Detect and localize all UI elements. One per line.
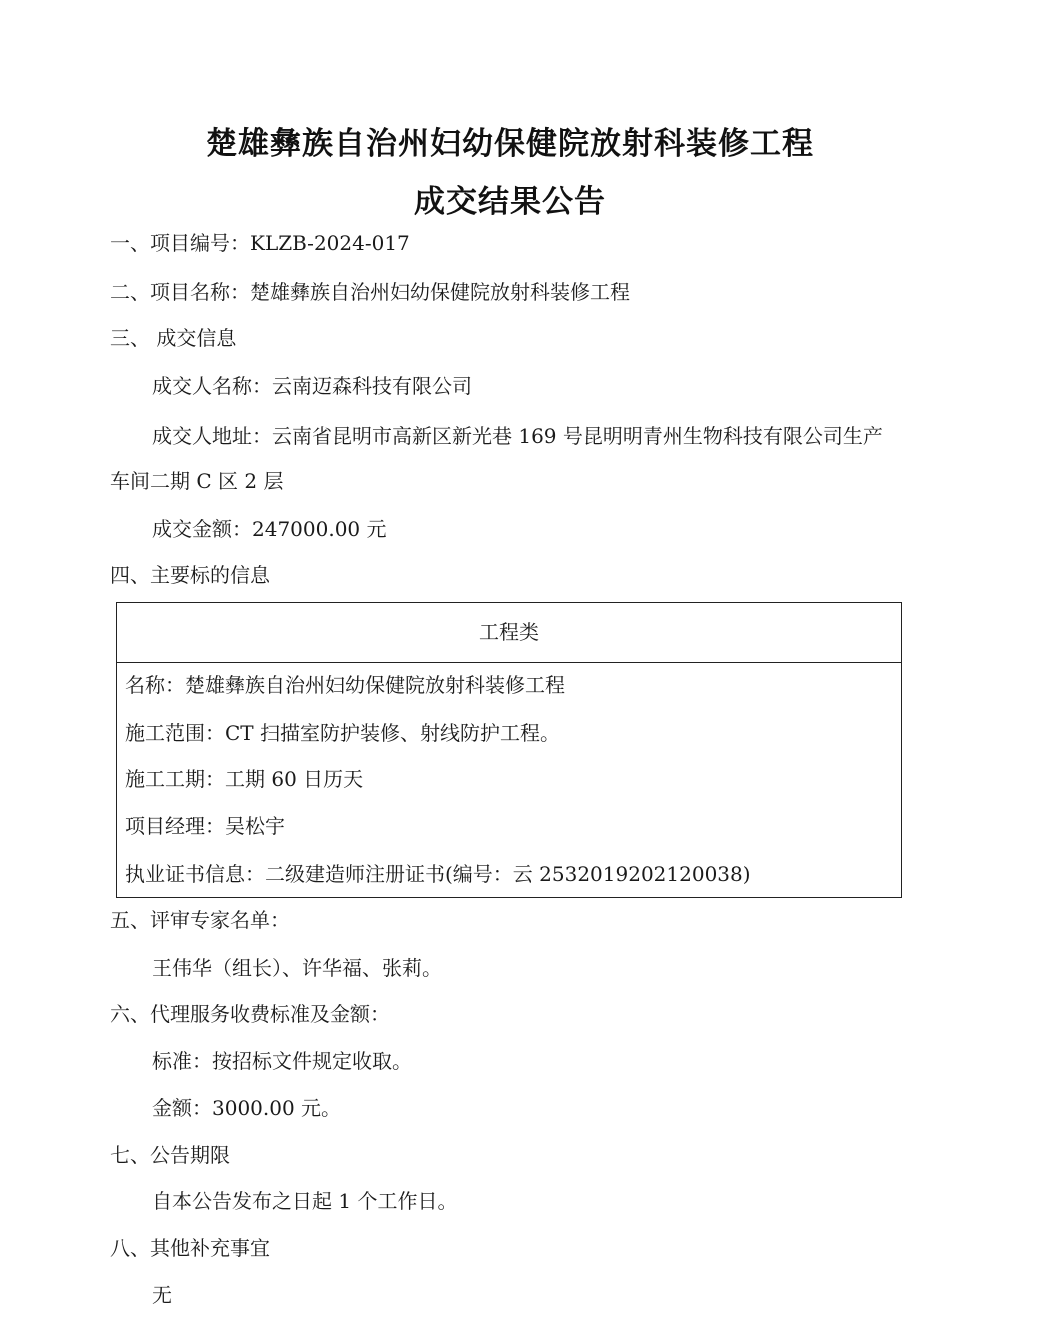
document-title: 楚雄彝族自治州妇幼保健院放射科装修工程	[206, 126, 814, 162]
winner-address-line1: 成交人地址：云南省昆明市高新区新光巷 169 号昆明明青州生物科技有限公司生产	[152, 424, 883, 448]
table-row-manager: 项目经理：吴松宇	[125, 814, 285, 838]
section-project-number: 一、项目编号：KLZB-2024-017	[110, 231, 410, 255]
section-deal-info-heading: 三、 成交信息	[110, 326, 237, 350]
section-period-heading: 七、公告期限	[110, 1143, 230, 1167]
experts-list: 王伟华（组长）、许华福、张莉。	[152, 956, 442, 980]
fee-standard: 标准：按招标文件规定收取。	[152, 1049, 412, 1073]
table-row-name: 名称：楚雄彝族自治州妇幼保健院放射科装修工程	[125, 673, 565, 697]
section-other-heading: 八、其他补充事宜	[110, 1236, 270, 1260]
other-matters: 无	[152, 1283, 172, 1307]
subject-info-table	[116, 602, 902, 898]
section-experts-heading: 五、评审专家名单：	[110, 908, 290, 932]
table-header-label: 工程类	[479, 620, 539, 644]
announcement-period: 自本公告发布之日起 1 个工作日。	[152, 1189, 458, 1213]
document-subtitle: 成交结果公告	[414, 184, 606, 220]
winner-amount: 成交金额：247000.00 元	[152, 517, 387, 541]
table-row-certificate: 执业证书信息：二级建造师注册证书(编号：云 2532019202120038)	[125, 862, 751, 886]
winner-address-line2: 车间二期 C 区 2 层	[110, 469, 284, 493]
table-row-duration: 施工工期：工期 60 日历天	[125, 767, 364, 791]
table-row-scope: 施工范围：CT 扫描室防护装修、射线防护工程。	[125, 721, 560, 745]
winner-name: 成交人名称：云南迈森科技有限公司	[152, 374, 472, 398]
section-main-subject-heading: 四、主要标的信息	[110, 563, 270, 587]
section-fee-heading: 六、代理服务收费标准及金额：	[110, 1002, 390, 1026]
table-header-row	[117, 603, 901, 663]
fee-amount: 金额：3000.00 元。	[152, 1096, 342, 1120]
section-project-name: 二、项目名称：楚雄彝族自治州妇幼保健院放射科装修工程	[110, 280, 630, 304]
